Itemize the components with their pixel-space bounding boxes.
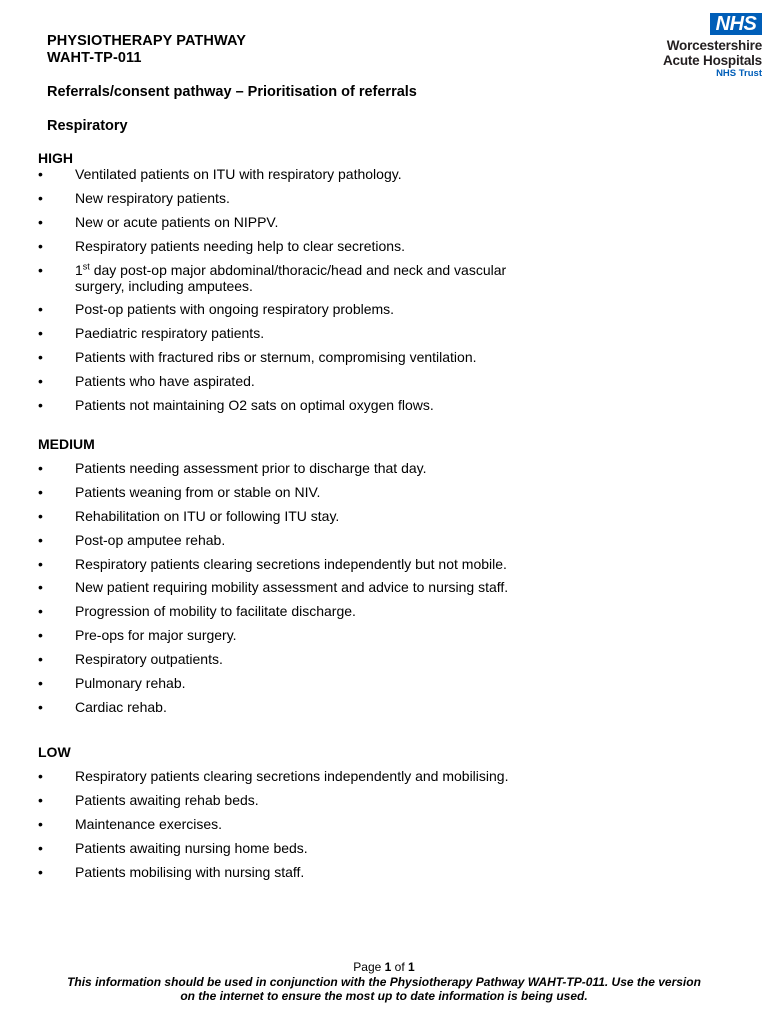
list-item bbox=[38, 556, 598, 572]
list-item bbox=[38, 301, 598, 317]
list-item-text: Paediatric respiratory patients. bbox=[75, 325, 265, 342]
org-name-line1: Worcestershire bbox=[666, 38, 762, 53]
bullet-icon: • bbox=[38, 349, 43, 366]
priority-list-low bbox=[38, 768, 598, 880]
bullet-icon: • bbox=[38, 397, 43, 414]
list-item-text: Patients who have aspirated. bbox=[75, 373, 255, 390]
list-item bbox=[38, 603, 598, 619]
list-item-text: Post-op patients with ongoing respiratory problems. bbox=[75, 301, 395, 318]
list-item-text: Patients with fractured ribs or sternum, compromising ventilation. bbox=[75, 349, 477, 366]
list-item-text: 1st day post-op major abdominal/thoracic/head and neck and vascular surgery, including amputees. bbox=[75, 260, 507, 294]
list-item bbox=[38, 675, 598, 691]
org-trust-label: NHS Trust bbox=[716, 68, 762, 79]
page-number bbox=[0, 960, 768, 974]
bullet-icon: • bbox=[38, 768, 43, 784]
bullet-icon: • bbox=[38, 698, 43, 715]
list-item bbox=[38, 579, 598, 595]
list-item-text: New or acute patients on NIPPV. bbox=[75, 213, 279, 230]
list-item bbox=[38, 238, 598, 254]
list-item-text: Pre-ops for major surgery. bbox=[75, 627, 237, 644]
list-item-text: New patient requiring mobility assessment and advice to nursing staff. bbox=[75, 579, 509, 596]
bullet-icon: • bbox=[38, 213, 43, 230]
list-item bbox=[38, 325, 598, 341]
list-item-text: Progression of mobility to facilitate discharge. bbox=[75, 603, 356, 620]
list-item bbox=[38, 397, 598, 413]
bullet-icon: • bbox=[38, 531, 43, 548]
list-item-text: Respiratory patients clearing secretions independently but not mobile. bbox=[75, 555, 507, 572]
list-item-text: Respiratory patients clearing secretions independently and mobilising. bbox=[75, 768, 509, 784]
list-item bbox=[38, 864, 598, 880]
list-item bbox=[38, 792, 598, 808]
list-item-text: Patients needing assessment prior to discharge that day. bbox=[75, 460, 427, 476]
list-item bbox=[38, 840, 598, 856]
list-item-text: Cardiac rehab. bbox=[75, 698, 167, 715]
page-total: 1 bbox=[408, 960, 415, 974]
bullet-icon: • bbox=[38, 839, 43, 856]
document-code: WAHT-TP-011 bbox=[47, 50, 142, 66]
page-current: 1 bbox=[384, 960, 392, 974]
list-item-text: Patients awaiting rehab beds. bbox=[75, 791, 259, 808]
priority-label-high: HIGH bbox=[38, 150, 73, 166]
list-item-text: Patients awaiting nursing home beds. bbox=[75, 839, 308, 856]
bullet-icon: • bbox=[38, 627, 43, 644]
priority-label-medium: MEDIUM bbox=[38, 436, 95, 452]
bullet-icon: • bbox=[38, 166, 43, 182]
bullet-icon: • bbox=[38, 603, 43, 620]
document-title: PHYSIOTHERAPY PATHWAY bbox=[47, 33, 246, 49]
bullet-icon: • bbox=[38, 579, 43, 596]
list-item-text: Patients not maintaining O2 sats on optimal oxygen flows. bbox=[75, 397, 434, 414]
bullet-icon: • bbox=[38, 651, 43, 668]
priority-list-medium bbox=[38, 460, 598, 715]
list-item-text: Ventilated patients on ITU with respiratory pathology. bbox=[75, 166, 402, 182]
list-item bbox=[38, 816, 598, 832]
document-subtitle: Referrals/consent pathway – Prioritisation of referrals bbox=[47, 84, 417, 100]
list-item bbox=[38, 651, 598, 667]
bullet-icon: • bbox=[38, 189, 43, 206]
list-item bbox=[38, 532, 598, 548]
list-item bbox=[38, 627, 598, 643]
bullet-icon: • bbox=[38, 483, 43, 500]
page-word: Page bbox=[353, 960, 382, 974]
list-item bbox=[38, 262, 598, 294]
list-item bbox=[38, 699, 598, 715]
bullet-icon: • bbox=[38, 815, 43, 832]
bullet-icon: • bbox=[38, 237, 43, 254]
nhs-logo-mark: NHS bbox=[710, 13, 762, 35]
list-item bbox=[38, 166, 598, 182]
list-item bbox=[38, 373, 598, 389]
bullet-icon: • bbox=[38, 675, 43, 692]
bullet-icon: • bbox=[38, 261, 43, 278]
list-item bbox=[38, 190, 598, 206]
priority-label-low: LOW bbox=[38, 744, 71, 760]
list-item bbox=[38, 349, 598, 365]
bullet-icon: • bbox=[38, 863, 43, 880]
nhs-trust-logo bbox=[612, 13, 762, 83]
section-heading: Respiratory bbox=[47, 118, 128, 134]
list-item-text: Respiratory outpatients. bbox=[75, 651, 223, 668]
list-item bbox=[38, 484, 598, 500]
priority-list-high bbox=[38, 166, 598, 413]
list-item bbox=[38, 214, 598, 230]
list-item-text: New respiratory patients. bbox=[75, 189, 230, 206]
bullet-icon: • bbox=[38, 507, 43, 524]
list-item bbox=[38, 508, 598, 524]
bullet-icon: • bbox=[38, 460, 43, 476]
list-item-text: Rehabilitation on ITU or following ITU stay. bbox=[75, 507, 340, 524]
bullet-icon: • bbox=[38, 373, 43, 390]
list-item-text: Pulmonary rehab. bbox=[75, 675, 186, 692]
org-name-line2: Acute Hospitals bbox=[662, 53, 762, 68]
list-item-text: Patients mobilising with nursing staff. bbox=[75, 863, 305, 880]
list-item bbox=[38, 460, 598, 476]
bullet-icon: • bbox=[38, 325, 43, 342]
bullet-icon: • bbox=[38, 555, 43, 572]
bullet-icon: • bbox=[38, 791, 43, 808]
list-item-text: Maintenance exercises. bbox=[75, 815, 223, 832]
list-item-text: Respiratory patients needing help to clear secretions. bbox=[75, 237, 405, 254]
list-item-text: Post-op amputee rehab. bbox=[75, 531, 226, 548]
footer-disclaimer: This information should be used in conjunction with the Physiotherapy Pathway WAHT-TP-011. Use the version on the internet to ensure the most up to date information is being used. bbox=[67, 975, 701, 1003]
bullet-icon: • bbox=[38, 301, 43, 318]
page-of: of bbox=[394, 960, 405, 974]
list-item-text: Patients weaning from or stable on NIV. bbox=[75, 483, 321, 500]
list-item bbox=[38, 768, 598, 784]
